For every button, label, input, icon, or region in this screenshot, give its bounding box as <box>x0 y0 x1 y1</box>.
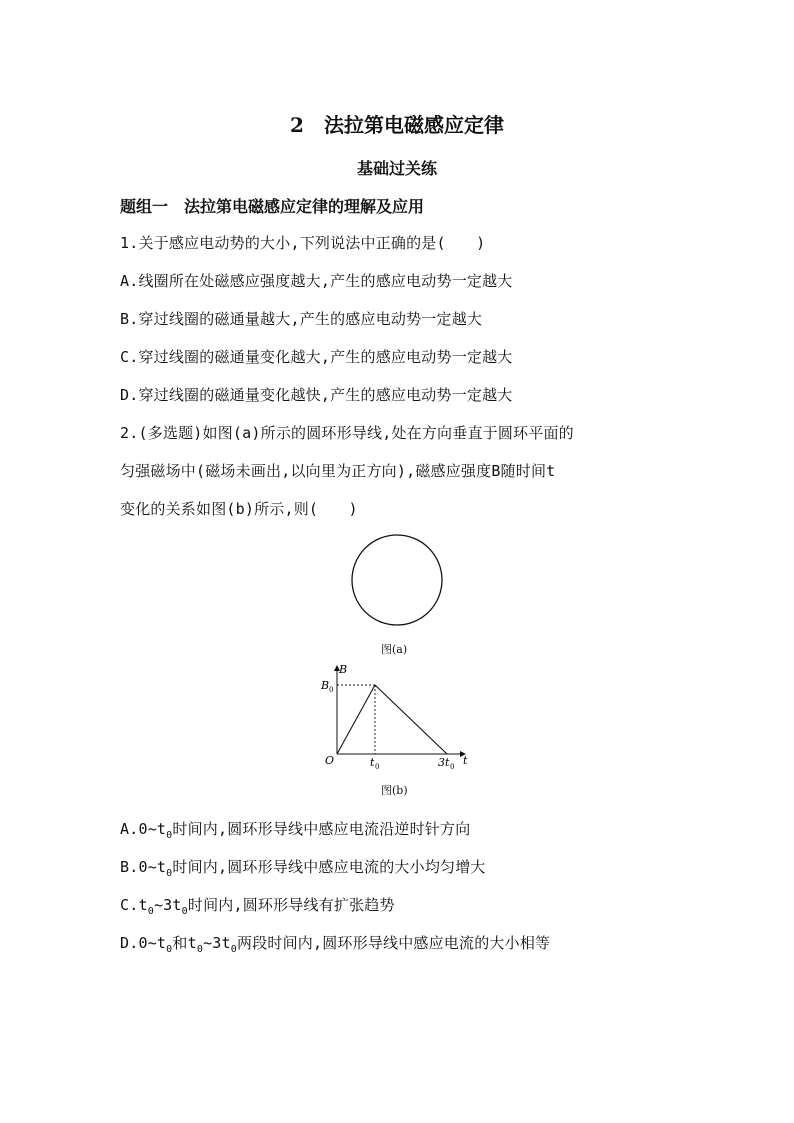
3t0-tick-label: 3t <box>438 756 450 769</box>
opt-c-post: 时间内,圆环形导线有扩张趋势 <box>187 896 395 914</box>
opt-d-sub: 0 <box>166 944 173 955</box>
origin-label: O <box>325 754 335 767</box>
3t0-tick-subscript: 0 <box>450 763 455 771</box>
y-axis-label: B <box>339 663 348 676</box>
opt-a-sub: 0 <box>166 830 173 841</box>
opt-c-sub: 0 <box>147 906 154 917</box>
q2-option-c <box>120 894 395 917</box>
q2-stem-line-2: 匀强磁场中(磁场未画出,以向里为正方向),磁感应强度B随时间t <box>120 462 556 480</box>
page-title: 2 法拉第电磁感应定律 <box>290 113 504 137</box>
opt-b-post: 时间内,圆环形导线中感应电流的大小均匀增大 <box>172 858 486 876</box>
graph-rising-segment <box>337 685 375 754</box>
q1-option-c: C.穿过线圈的磁通量变化越大,产生的感应电动势一定越大 <box>120 348 513 366</box>
group-heading: 题组一 法拉第电磁感应定律的理解及应用 <box>120 197 425 216</box>
opt-d-sub3: 0 <box>230 944 237 955</box>
b0-tick-label: B <box>321 679 330 692</box>
figure-a-ring <box>340 530 455 635</box>
q1-stem: 1.关于感应电动势的大小,下列说法中正确的是( ) <box>120 234 486 252</box>
q2-option-a <box>120 818 470 841</box>
t0-tick-label: t <box>370 756 375 769</box>
opt-d-pre: D.0~t <box>120 934 167 952</box>
q2-stem-line-1: 2.(多选题)如图(a)所示的圆环形导线,处在方向垂直于圆环平面的 <box>120 424 574 442</box>
ring-circle <box>352 535 442 625</box>
section-subtitle: 基础过关练 <box>356 159 437 178</box>
opt-a-pre: A.0~t <box>120 820 167 838</box>
q2-option-d <box>120 932 550 955</box>
opt-d-sub2: 0 <box>196 944 204 955</box>
q2-stem-line-3: 变化的关系如图(b)所示,则( ) <box>120 500 358 518</box>
graph-falling-segment <box>375 685 447 754</box>
q2-option-b <box>120 856 486 879</box>
opt-c-mid: ~3t <box>153 896 182 914</box>
opt-d-mid2: ~3t <box>203 934 231 952</box>
figure-b-caption: 图(b) <box>381 784 408 797</box>
t0-tick-subscript: 0 <box>375 763 380 771</box>
q1-option-b: B.穿过线圈的磁通量越大,产生的感应电动势一定越大 <box>120 310 483 328</box>
opt-d-post: 两段时间内,圆环形导线中感应电流的大小相等 <box>237 934 551 952</box>
opt-c-sub2: 0 <box>181 906 188 917</box>
opt-b-pre: B.0~t <box>120 858 167 876</box>
opt-b-sub: 0 <box>166 868 173 879</box>
q1-option-a: A.线圈所在处磁感应强度越大,产生的感应电动势一定越大 <box>120 272 513 290</box>
opt-d-mid: 和t <box>172 934 197 952</box>
b0-tick-subscript: 0 <box>329 686 334 694</box>
figure-b-graph <box>315 660 480 775</box>
figure-a-caption: 图(a) <box>381 643 408 656</box>
opt-c-pre: C.t <box>120 896 148 914</box>
x-axis-label: t <box>463 754 468 767</box>
q1-option-d: D.穿过线圈的磁通量变化越快,产生的感应电动势一定越大 <box>120 386 513 404</box>
opt-a-post: 时间内,圆环形导线中感应电流沿逆时针方向 <box>172 820 471 838</box>
